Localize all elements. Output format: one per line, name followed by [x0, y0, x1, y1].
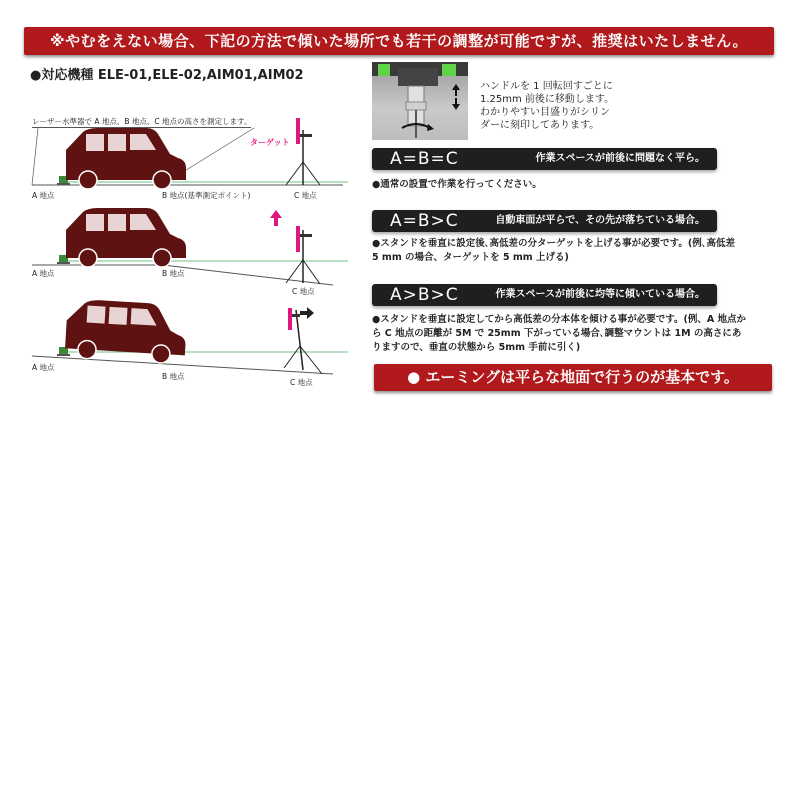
supported-models: ●対応機種 ELE-01,ELE-02,AIM01,AIM02	[30, 68, 304, 83]
point-c-label: C 地点	[292, 287, 315, 296]
point-a-label: A 地点	[32, 363, 55, 372]
case-slope-note	[372, 313, 772, 355]
scene-drop	[28, 208, 358, 308]
case-description: 作業スペースが前後に問題なく平ら。	[535, 153, 705, 164]
aiming-flat-ground-banner: ● エーミングは平らな地面で行うのが基本です。	[374, 364, 772, 391]
case-drop-note	[372, 237, 772, 265]
tripod-stand-icon	[286, 130, 320, 185]
case-description: 作業スペースが前後に均等に傾いている場合。	[495, 289, 705, 300]
case-flat-bar	[372, 148, 717, 170]
case-note-line: ●スタンドを垂直に設定後､高低差の分ターゲットを上げる事が必要です。(例､高低差	[372, 238, 735, 249]
case-formula: A=B=C	[390, 149, 459, 169]
adjust-handle-illustration	[372, 62, 468, 140]
caption-line: わかりやすい目盛りがシリン	[480, 107, 610, 118]
adjust-handle-photo	[372, 62, 468, 140]
scene-flat	[28, 110, 358, 210]
case-formula: A>B>C	[390, 285, 459, 305]
scene-slope-drawing	[28, 304, 358, 404]
case-description: 自動車面が平らで、その先が落ちている場合。	[495, 215, 705, 226]
target-board-icon	[296, 226, 312, 252]
point-b-label: B 地点	[162, 372, 185, 381]
point-a-label: A 地点	[32, 269, 55, 278]
target-board-icon	[296, 118, 312, 144]
point-c-label: C 地点	[294, 191, 317, 200]
case-note-line: ●スタンドを垂直に設定してから高低差の分本体を傾ける事が必要です。(例、A 地点か	[372, 314, 747, 325]
warning-banner: ※やむをえない場合、下記の方法で傾いた場所でも若干の調整が可能ですが、推奨はいたしません。	[24, 27, 774, 55]
point-a-label: A 地点	[32, 191, 55, 200]
up-arrow-icon	[270, 210, 282, 226]
caption-line: ダーに刻印してあります。	[480, 120, 600, 131]
point-c-label: C 地点	[290, 378, 313, 387]
handle-caption	[480, 80, 650, 132]
case-flat-note	[372, 178, 772, 192]
case-slope-bar	[372, 284, 717, 306]
case-note-line: りますので、垂直の状態から 5mm 手前に引く)	[372, 342, 581, 353]
caption-line: ハンドルを 1 回転回すごとに	[480, 81, 613, 92]
case-note-line: ●通常の設置で作業を行ってください。	[372, 179, 542, 190]
case-drop-bar	[372, 210, 717, 232]
caption-line: 1.25mm 前後に移動します。	[480, 94, 615, 105]
point-b-label: B 地点(基準測定ポイント)	[162, 191, 251, 200]
tripod-stand-icon	[286, 230, 320, 284]
case-note-line: 5 mm の場合、ターゲットを 5 mm 上げる)	[372, 252, 569, 263]
rotate-arrow-icon	[402, 124, 434, 131]
point-b-label: B 地点	[162, 269, 185, 278]
measure-note: レーザー水準器で A 地点、B 地点、C 地点の高さを測定します。	[32, 117, 252, 126]
scene-slope	[28, 304, 358, 404]
car-icon	[65, 298, 188, 364]
case-note-line: ら C 地点の距離が 5M で 25mm 下がっている場合､調整マウントは 1M の高さにあ	[372, 328, 742, 339]
car-icon	[66, 128, 186, 189]
right-arrow-icon	[300, 307, 314, 319]
car-icon	[66, 208, 186, 267]
case-formula: A=B>C	[390, 211, 459, 231]
target-label: ターゲット	[250, 138, 290, 147]
